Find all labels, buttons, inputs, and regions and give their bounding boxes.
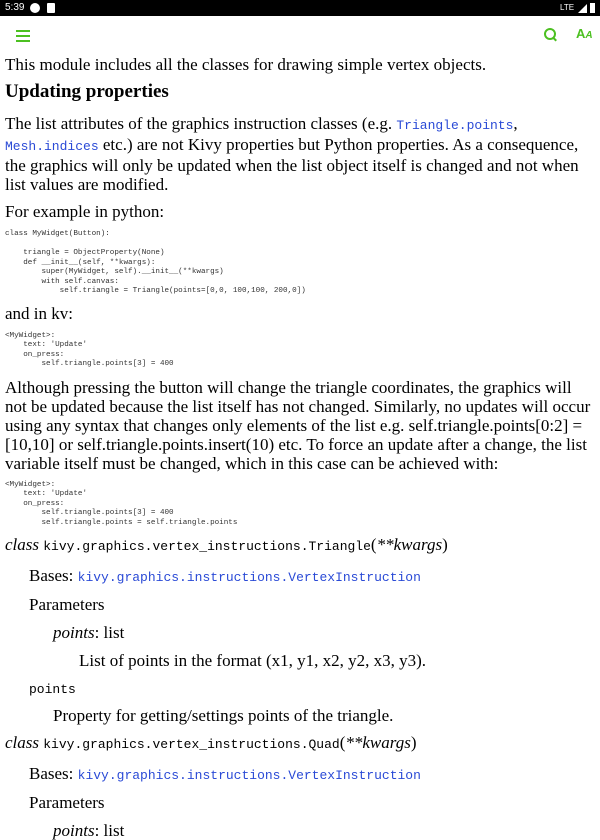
param-description: List of points in the format (x1, y1, x2, y2, x3, y3). — [79, 651, 427, 670]
class-signature-triangle: class kivy.graphics.vertex_instructions.Triangle(**kwargs) — [5, 535, 448, 554]
parameters-label: Parameters — [29, 793, 105, 812]
paragraph: and in kv: — [5, 303, 73, 323]
text-size-icon[interactable]: AA — [576, 26, 593, 41]
app-bar — [0, 16, 600, 52]
paragraph: For example in python: — [5, 202, 165, 221]
section-heading: Updating properties — [5, 81, 169, 102]
link-vertexinstruction[interactable]: kivy.graphics.instructions.VertexInstruction — [77, 570, 421, 585]
hamburger-icon[interactable] — [16, 30, 30, 42]
parameters-label: Parameters — [29, 595, 105, 614]
bases: Bases: kivy.graphics.instructions.VertexInstruction — [29, 566, 421, 585]
attribute-description: Property for getting/settings points of the triangle. — [53, 706, 394, 725]
status-bar — [0, 0, 600, 16]
paragraph: The list attributes of the graphics instruction classes (e.g. Triangle.points, Mesh.indices etc.) are not Kivy properties but Python properties. As a consequence, the graphics will only be updated when the list object itself is changed and not when list values are modified. — [5, 114, 579, 194]
link-triangle-points[interactable]: Triangle.points — [396, 118, 514, 133]
link-mesh-indices[interactable]: Mesh.indices — [5, 139, 99, 154]
document — [5, 55, 595, 840]
link-vertexinstruction[interactable]: kivy.graphics.instructions.VertexInstruction — [77, 768, 421, 783]
clock: 5:39 — [5, 2, 25, 13]
network-label: LTE — [560, 3, 575, 12]
class-signature-quad: class kivy.graphics.vertex_instructions.Quad(**kwargs) — [5, 733, 417, 752]
signal-icon — [578, 4, 587, 13]
paragraph: Although pressing the button will change the triangle coordinates, the graphics will not be updated because the list itself has not changed. Similarly, no updates will occur using any syntax that changes only elements of the list e.g. self.triangle.points[0:2] = [10,10] or self.triangle.points.insert(10) etc. To force an update after a change, the list variable itself must be changed, which in this case can be achieved with: — [5, 377, 591, 473]
bases: Bases: kivy.graphics.instructions.VertexInstruction — [29, 764, 421, 783]
attribute-name: points — [29, 682, 76, 697]
battery-icon — [590, 3, 595, 13]
sd-card-icon — [47, 3, 55, 13]
code-block: <MyWidget>: text: 'Update' on_press: self.triangle.points[3] = 400 — [5, 331, 174, 368]
search-icon-handle — [552, 37, 557, 42]
code-block: <MyWidget>: text: 'Update' on_press: self.triangle.points[3] = 400 self.triangle.points = self.triangle.points — [5, 480, 238, 527]
code-block: class MyWidget(Button): triangle = ObjectProperty(None) def __init__(self, **kwargs): super(MyWidget, self).__init__(**kwargs) with self.canvas: self.triangle = Triangle(points=[0,0, 100,100, 200,0]) — [5, 230, 306, 295]
intro-text: This module includes all the classes for drawing simple vertex objects. — [5, 55, 487, 74]
param: points: list — [53, 821, 125, 840]
param: points: list — [53, 623, 125, 642]
notification-icon — [30, 3, 40, 13]
